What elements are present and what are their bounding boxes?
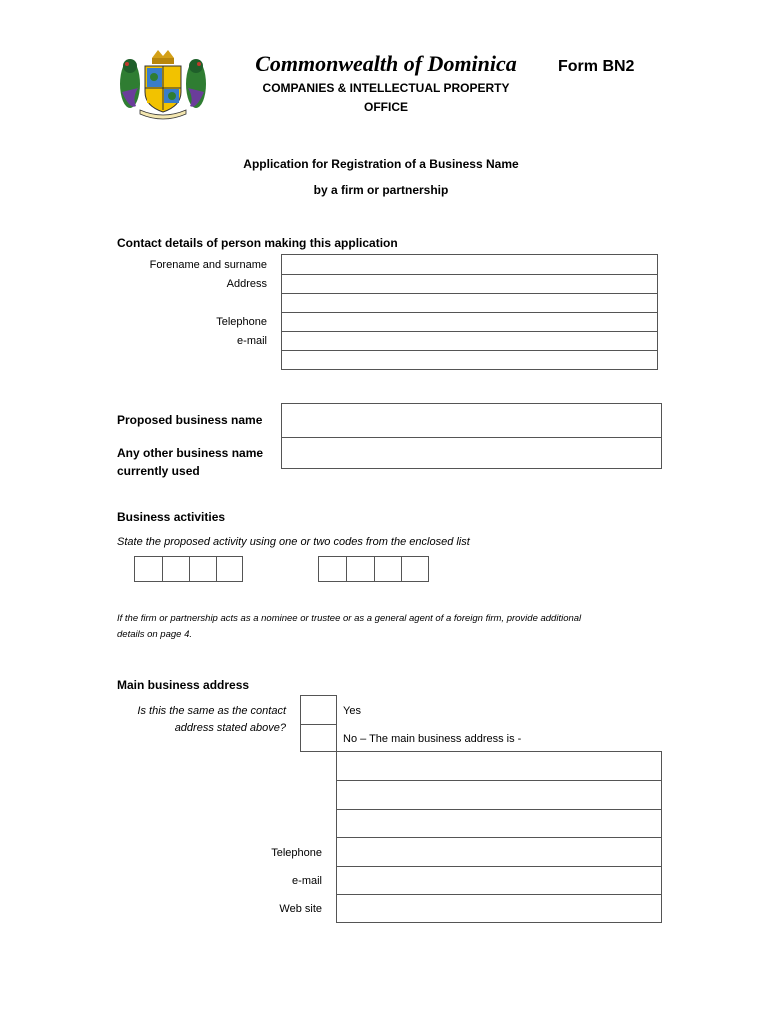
activity-code-1: [134, 556, 243, 582]
contact-telephone-field[interactable]: [282, 312, 657, 331]
same-address-question-line2: address stated above?: [174, 722, 286, 734]
activity-code-2-digit-1[interactable]: [319, 557, 346, 581]
other-business-name-label-line2: currently used: [117, 464, 200, 478]
activity-code-2: [318, 556, 429, 582]
contact-email-label: e-mail: [237, 335, 267, 347]
country-title: Commonwealth of Dominica: [255, 51, 517, 76]
contact-extra-field[interactable]: [282, 350, 657, 370]
activity-code-2-digit-4[interactable]: [401, 557, 428, 581]
contact-name-label: Forename and surname: [149, 259, 267, 271]
activity-code-2-digit-2[interactable]: [346, 557, 373, 581]
no-checkbox[interactable]: [301, 724, 336, 751]
activity-code-1-digit-2[interactable]: [162, 557, 189, 581]
contact-email-field[interactable]: [282, 331, 657, 350]
proposed-business-name-label: Proposed business name: [117, 413, 263, 427]
contact-section-heading: Contact details of person making this application: [117, 236, 398, 250]
form-title-line2: by a firm or partnership: [313, 183, 449, 197]
same-address-choice-boxes: [300, 695, 337, 752]
main-website-field[interactable]: [337, 894, 661, 922]
form-code: Form BN2: [558, 58, 635, 75]
other-business-name-label-line1: Any other business name: [117, 446, 264, 460]
main-email-label: e-mail: [292, 875, 322, 887]
nominee-note-line2: details on page 4.: [117, 629, 193, 640]
office-name-line2: OFFICE: [364, 100, 408, 114]
main-address-field-2[interactable]: [337, 780, 661, 808]
main-telephone-label: Telephone: [271, 847, 322, 859]
contact-address-label: Address: [226, 278, 267, 290]
no-option-label: No – The main business address is -: [343, 733, 522, 745]
yes-checkbox[interactable]: [301, 696, 336, 724]
main-website-label: Web site: [279, 903, 322, 915]
form-title-line1: Application for Registration of a Business Name: [243, 157, 519, 171]
same-address-question-line1: Is this the same as the contact: [137, 705, 286, 717]
activity-code-1-digit-3[interactable]: [189, 557, 216, 581]
contact-address-field-1[interactable]: [282, 274, 657, 293]
contact-name-field[interactable]: [282, 255, 657, 274]
activity-code-1-digit-1[interactable]: [135, 557, 162, 581]
yes-option-label: Yes: [343, 705, 361, 717]
activity-code-1-digit-4[interactable]: [216, 557, 243, 581]
activity-code-2-digit-3[interactable]: [374, 557, 401, 581]
business-name-table: [281, 403, 662, 469]
contact-address-field-2[interactable]: [282, 293, 657, 312]
business-activities-heading: Business activities: [117, 510, 226, 524]
main-email-field[interactable]: [337, 866, 661, 894]
office-name-line1: COMPANIES & INTELLECTUAL PROPERTY: [262, 81, 510, 95]
main-address-field-3[interactable]: [337, 809, 661, 837]
coat-of-arms-emblem: [112, 48, 214, 120]
activity-instruction: State the proposed activity using one or two codes from the enclosed list: [117, 536, 470, 548]
proposed-business-name-field[interactable]: [282, 404, 661, 437]
nominee-note-line1: If the firm or partnership acts as a nominee or trustee or as a general agent of a foreign firm, provide additional: [117, 613, 582, 624]
main-address-heading: Main business address: [117, 678, 250, 692]
contact-details-table: [281, 254, 658, 370]
main-address-field-1[interactable]: [337, 752, 661, 780]
other-business-name-field[interactable]: [282, 437, 661, 468]
contact-telephone-label: Telephone: [216, 316, 267, 328]
main-telephone-field[interactable]: [337, 837, 661, 865]
main-address-table: [336, 751, 662, 923]
